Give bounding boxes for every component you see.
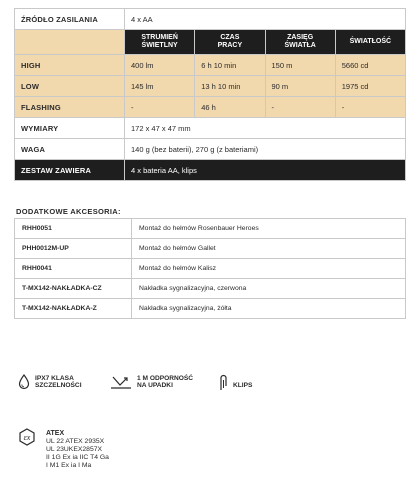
column-header: STRUMIEŃ ŚWIETLNY — [125, 30, 195, 55]
mode-lumens: - — [125, 97, 195, 118]
mode-runtime: 6 h 10 min — [195, 55, 265, 76]
accessory-row — [15, 219, 406, 239]
accessory-code: PHH0012M-UP — [15, 239, 132, 259]
atex-line: UL 23UKEX2857X — [46, 446, 103, 453]
svg-text:εx: εx — [23, 433, 31, 442]
accessories-table — [14, 218, 406, 319]
spec-value: 172 x 47 x 47 mm — [125, 118, 406, 139]
accessory-row — [15, 279, 406, 299]
spec-row-power — [15, 9, 406, 30]
mode-range: - — [265, 97, 335, 118]
spec-row-weight — [15, 139, 406, 160]
atex-line: II 1G Ex ia IIC T4 Ga — [46, 454, 109, 461]
spec-table — [14, 8, 406, 181]
atex-line: UL 22 ATEX 2935X — [46, 438, 105, 445]
mode-runtime: 13 h 10 min — [195, 76, 265, 97]
accessory-code: T-MX142-NAKŁADKA-Z — [15, 299, 132, 319]
accessory-row — [15, 259, 406, 279]
feature-text — [137, 375, 193, 390]
spec-row-dimensions — [15, 118, 406, 139]
mode-range: 90 m — [265, 76, 335, 97]
accessory-row — [15, 239, 406, 259]
mode-range: 150 m — [265, 55, 335, 76]
column-header: ŚWIATŁOŚĆ — [335, 30, 405, 55]
accessory-code: RHH0051 — [15, 219, 132, 239]
mode-row-high — [15, 55, 406, 76]
accessory-desc: Nakładka sygnalizacyjna, czerwona — [132, 279, 406, 299]
impact-drop-icon — [110, 374, 132, 390]
spec-label: ZESTAW ZAWIERA — [15, 160, 125, 181]
feature-line: SZCZELNOŚCI — [35, 382, 82, 389]
column-header: CZAS PRACY — [195, 30, 265, 55]
atex-line: I M1 Ex ia I Ma — [46, 462, 92, 469]
mode-row-low — [15, 76, 406, 97]
feature-clip — [218, 374, 252, 392]
atex-lines — [46, 430, 109, 470]
feature-line: KLIPS — [233, 382, 253, 390]
accessory-desc: Nakładka sygnalizacyjna, żółta — [132, 299, 406, 319]
spec-header-row — [15, 30, 406, 55]
feature-drop-resistance — [110, 374, 193, 390]
mode-intensity: 1975 cd — [335, 76, 405, 97]
atex-title: ATEX — [46, 430, 65, 437]
feature-waterproof — [18, 374, 82, 390]
mode-row-flashing — [15, 97, 406, 118]
clip-icon — [218, 374, 228, 392]
spec-label: WYMIARY — [15, 118, 125, 139]
mode-lumens: 400 lm — [125, 55, 195, 76]
feature-text — [233, 382, 252, 390]
mode-label: HIGH — [15, 55, 125, 76]
feature-line: 1 M ODPORNOŚĆ — [137, 374, 194, 382]
mode-intensity: - — [335, 97, 405, 118]
mode-label: FLASHING — [15, 97, 125, 118]
feature-text — [35, 375, 82, 390]
spec-label: WAGA — [15, 139, 125, 160]
accessory-desc: Montaż do hełmów Kalisz — [132, 259, 406, 279]
feature-line: NA UPADKI — [137, 382, 173, 389]
ex-hexagon-icon — [18, 428, 36, 446]
accessory-desc: Montaż do hełmów Gallet — [132, 239, 406, 259]
feature-line: IPX7 KLASA — [35, 374, 74, 382]
spec-value: 4 x bateria AA, klips — [125, 160, 406, 181]
accessories-title: DODATKOWE AKCESORIA: — [16, 207, 121, 216]
water-drop-icon — [18, 374, 30, 390]
spec-row-package — [15, 160, 406, 181]
spec-label: ŹRÓDŁO ZASILANIA — [15, 9, 125, 30]
accessory-code: T-MX142-NAKŁADKA-CZ — [15, 279, 132, 299]
mode-runtime: 46 h — [195, 97, 265, 118]
column-header: ZASIĘG ŚWIATŁA — [265, 30, 335, 55]
accessory-desc: Montaż do hełmów Rosenbauer Heroes — [132, 219, 406, 239]
mode-lumens: 145 lm — [125, 76, 195, 97]
header-blank — [15, 30, 125, 55]
spec-value: 140 g (bez baterii), 270 g (z bateriami) — [125, 139, 406, 160]
spec-value: 4 x AA — [125, 9, 406, 30]
accessory-row — [15, 299, 406, 319]
atex-certification — [18, 428, 109, 470]
accessory-code: RHH0041 — [15, 259, 132, 279]
mode-label: LOW — [15, 76, 125, 97]
feature-icons — [14, 374, 406, 402]
mode-intensity: 5660 cd — [335, 55, 405, 76]
